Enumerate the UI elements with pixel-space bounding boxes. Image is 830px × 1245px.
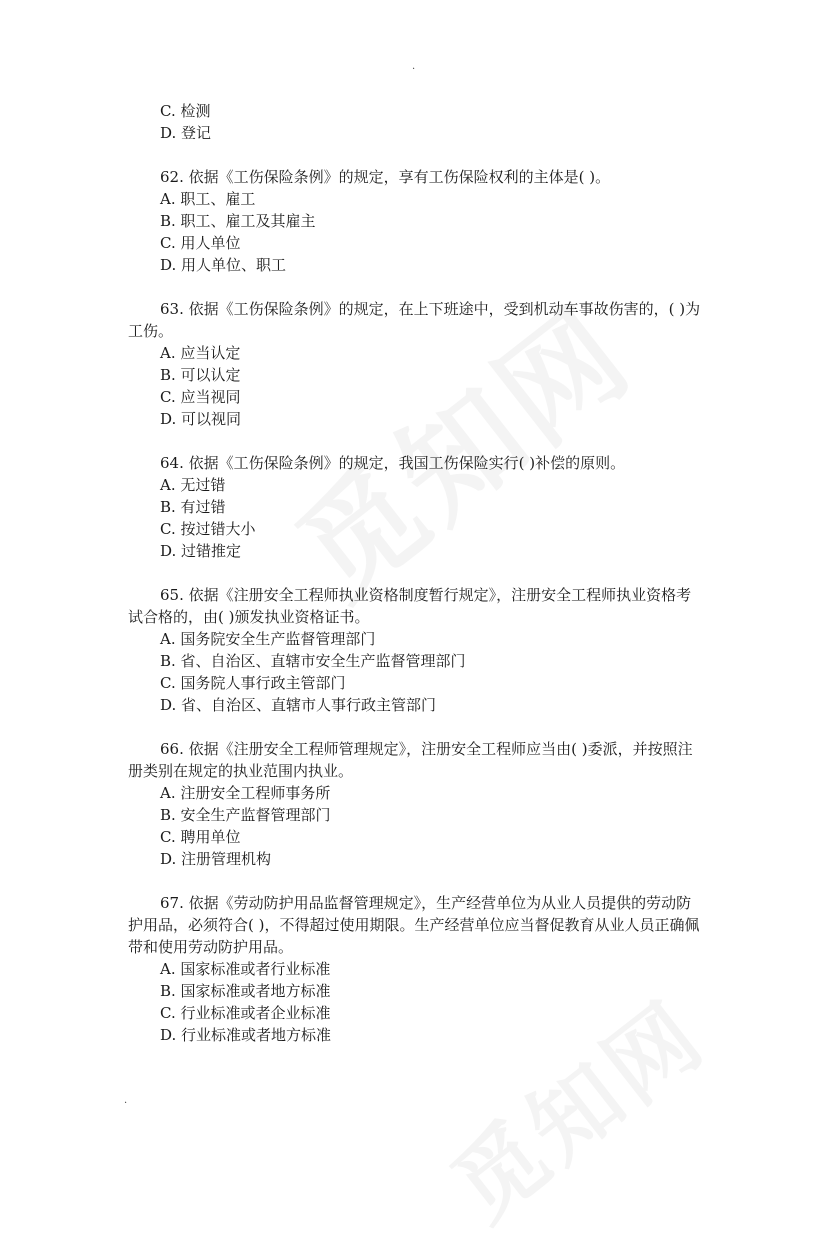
question-stem: 67. 依据《劳动防护用品监督管理规定》，生产经营单位为从业人员提供的劳动防护用品，必须符合( )，不得超过使用期限。生产经营单位应当督促教育从业人员正确佩带和使用劳动防护用品。 <box>128 894 700 956</box>
option-line: B. 安全生产监督管理部门 <box>160 806 331 824</box>
option-line: C. 国务院人事行政主管部门 <box>160 674 346 692</box>
question-64 <box>128 452 706 562</box>
option-line: C. 检测 <box>160 102 211 120</box>
option-line: A. 无过错 <box>160 476 226 494</box>
option-line: B. 职工、雇工及其雇主 <box>160 212 316 230</box>
question-stem: 66. 依据《注册安全工程师管理规定》，注册安全工程师应当由( )委派，并按照注册类别在规定的执业范围内执业。 <box>128 740 693 780</box>
question-65 <box>128 584 706 716</box>
question-stem: 63. 依据《工伤保险条例》的规定，在上下班途中，受到机动车事故伤害的，( )为工伤。 <box>128 300 701 340</box>
option-line: C. 行业标准或者企业标准 <box>160 1004 331 1022</box>
question-stem: 64. 依据《工伤保险条例》的规定，我国工伤保险实行( )补偿的原则。 <box>160 454 626 472</box>
option-line: C. 按过错大小 <box>160 520 256 538</box>
option-line: A. 国务院安全生产监督管理部门 <box>160 630 376 648</box>
option-line: D. 注册管理机构 <box>160 850 272 868</box>
option-line: D. 可以视同 <box>160 410 242 428</box>
option-line: C. 用人单位 <box>160 234 241 252</box>
option-line: A. 国家标准或者行业标准 <box>160 960 331 978</box>
option-line: D. 登记 <box>160 124 212 142</box>
option-line: D. 过错推定 <box>160 542 242 560</box>
option-line: A. 职工、雇工 <box>160 190 256 208</box>
page-marker-top: . <box>412 61 416 72</box>
option-line: B. 国家标准或者地方标准 <box>160 982 331 1000</box>
question-66 <box>128 738 706 870</box>
option-line: B. 可以认定 <box>160 366 241 384</box>
option-line: A. 注册安全工程师事务所 <box>160 784 331 802</box>
question-stem: 65. 依据《注册安全工程师执业资格制度暂行规定》，注册安全工程师执业资格考试合格的，由( )颁发执业资格证书。 <box>128 586 692 626</box>
option-line: B. 有过错 <box>160 498 226 516</box>
option-line: D. 省、自治区、直辖市人事行政主管部门 <box>160 696 437 714</box>
question-62 <box>128 166 706 276</box>
option-line: C. 聘用单位 <box>160 828 241 846</box>
leading-options <box>128 100 706 144</box>
page-marker-bottom: . <box>124 1095 128 1106</box>
question-67 <box>128 892 706 1046</box>
question-stem: 62. 依据《工伤保险条例》的规定，享有工伤保险权利的主体是( )。 <box>160 168 611 186</box>
question-list <box>128 100 706 1046</box>
option-line: B. 省、自治区、直辖市安全生产监督管理部门 <box>160 652 466 670</box>
question-63 <box>128 298 706 430</box>
option-line: C. 应当视同 <box>160 388 241 406</box>
option-line: A. 应当认定 <box>160 344 241 362</box>
option-line: D. 用人单位、职工 <box>160 256 287 274</box>
option-line: D. 行业标准或者地方标准 <box>160 1026 332 1044</box>
